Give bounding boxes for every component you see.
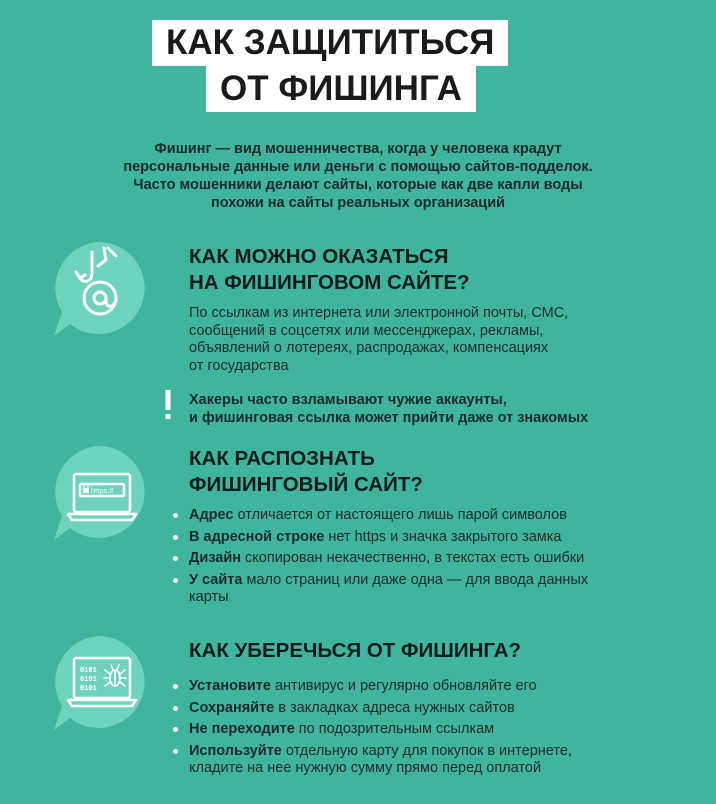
- section3-list: [189, 678, 572, 782]
- bullet-bold: Установите: [189, 678, 271, 694]
- bullet-text: отдельную карту для покупок в интернете,: [281, 742, 572, 759]
- heading-line: КАК РАСПОЗНАТЬ: [189, 447, 375, 470]
- warning-line: и фишинговая ссылка может прийти даже от знакомых: [189, 409, 589, 426]
- bullet-bold: Дизайн: [189, 550, 241, 566]
- bullet-text: по подозрительным ссылкам: [294, 721, 495, 737]
- bullet-text: антивирус и регулярно обновляйте его: [270, 678, 537, 694]
- intro-text: [60, 140, 656, 212]
- text-line: По ссылкам из интернета или электронной почты, СМС,: [189, 305, 569, 321]
- intro-line: персональные данные или деньги с помощью сайтов-подделок.: [123, 159, 593, 175]
- page-title-line-1: КАК ЗАЩИТИТЬСЯ: [152, 20, 508, 66]
- laptop-lock-icon: [50, 442, 162, 546]
- list-item: [189, 721, 572, 739]
- bullet-text: отличается от настоящего лишь парой символов: [233, 507, 567, 523]
- heading-line: НА ФИШИНГОВОМ САЙТЕ?: [189, 271, 470, 294]
- bullet-bold: Адрес: [189, 507, 234, 523]
- binary-line: 0101: [80, 685, 97, 693]
- list-item: [189, 572, 588, 607]
- section2-heading: [189, 446, 423, 498]
- text-line: сообщений в соцсетях или мессенджерах, рекламы,: [189, 322, 544, 339]
- bullet-text: нет https и значка закрытого замка: [324, 528, 562, 545]
- https-label: https://: [91, 486, 114, 495]
- hook-at-icon: [50, 238, 162, 342]
- bullet-text: скопирован некачественно, в текстах есть ошибки: [241, 550, 585, 566]
- bullet-text: мало страниц или даже одна — для ввода данных: [242, 571, 589, 588]
- section1-heading: [189, 244, 470, 296]
- intro-line: Фишинг — вид мошенничества, когда у человека крадут: [154, 141, 562, 157]
- bullet-bold: Не переходите: [189, 721, 295, 737]
- binary-line: 0101: [80, 667, 97, 675]
- bullet-bold: В адресной строке: [189, 528, 325, 545]
- exclamation-icon: [164, 390, 172, 420]
- list-item: [189, 507, 588, 525]
- text-line: от государства: [189, 357, 289, 374]
- heading-line: КАК УБЕРЕЧЬСЯ ОТ ФИШИНГА?: [189, 639, 522, 662]
- list-item: [189, 700, 572, 718]
- bullet-text: в закладках адреса нужных сайтов: [274, 699, 515, 716]
- list-item: [189, 550, 588, 568]
- warning-text: [189, 392, 588, 427]
- warning-line: Хакеры часто взламывают чужие аккаунты,: [189, 392, 507, 408]
- section2-list: [189, 507, 588, 611]
- laptop-binary-bug-icon: [50, 632, 162, 736]
- intro-line: Часто мошенники делают сайты, которые как две капли воды: [133, 177, 583, 193]
- binary-line: 0101: [80, 676, 97, 684]
- bullet-continuation: кладите на нее нужную сумму прямо перед оплатой: [189, 760, 542, 776]
- text-line: объявлений о лотереях, распродажах, компенсациях: [189, 340, 549, 356]
- list-item: [189, 529, 588, 547]
- intro-line: похожи на сайты реальных организаций: [210, 195, 506, 211]
- section1-text: [189, 305, 649, 375]
- list-item: [189, 678, 572, 696]
- heading-line: ФИШИНГОВЫЙ САЙТ?: [189, 473, 423, 496]
- bullet-bold: У сайта: [189, 571, 243, 588]
- heading-line: КАК МОЖНО ОКАЗАТЬСЯ: [189, 245, 449, 268]
- section3-heading: [189, 638, 521, 664]
- bullet-bold: Сохраняйте: [189, 699, 275, 716]
- bullet-bold: Используйте: [189, 742, 282, 759]
- list-item: [189, 743, 572, 778]
- page-title-line-2: ОТ ФИШИНГА: [206, 66, 476, 112]
- bullet-continuation: карты: [189, 589, 229, 605]
